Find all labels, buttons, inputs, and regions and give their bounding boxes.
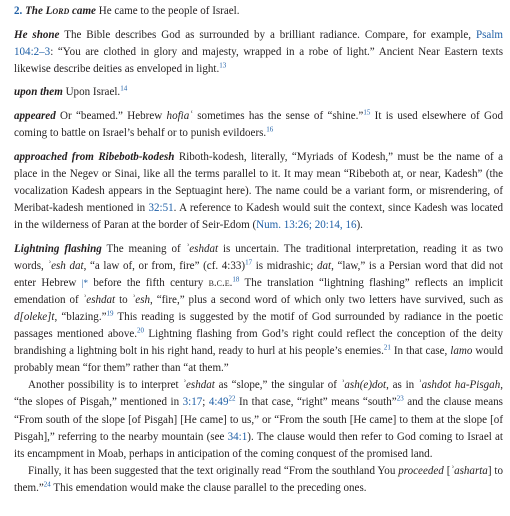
hebrew-term: d[oleke]t (14, 311, 55, 323)
scripture-link[interactable]: Psalm 104:2–3 (14, 28, 503, 58)
entry-text: [ (443, 464, 451, 477)
entry-text: The Bible describes God as surrounded by a brilliant radiance. Compare, for example, (59, 28, 476, 41)
scripture-link[interactable]: Num. 13:26; 20:14, 16 (256, 219, 357, 232)
entry-text: The meaning of (101, 242, 186, 255)
entry-text: ). The clause would then refer to God coming to Israel at its encampment in Moab, perhaps in anticipation of the coming conquest of the promised land. (14, 430, 503, 460)
entry-upon-them (14, 84, 503, 101)
entry-text: is midrashic; (252, 259, 317, 272)
hebrew-term: lamo (450, 345, 473, 358)
footnote-marker[interactable]: 13 (219, 61, 227, 70)
entry-he-shone (14, 27, 503, 78)
entry-text: before the fifth century (88, 276, 209, 289)
entry-text: In that case, (390, 345, 451, 358)
lemma: approached from Ribebotb-kodesh (14, 150, 175, 163)
lemma: Lightning flashing (14, 242, 102, 255)
entry-text: It is used elsewhere of God coming to battle on Israel’s behalf or to punish evildoers. (14, 109, 504, 140)
footnote-marker[interactable]: 23 (396, 394, 404, 403)
entry-text: Or “beamed.” Hebrew (55, 109, 167, 122)
entry-text: In that case, “right” means “south” (235, 396, 397, 409)
entry-text: The translation “lightning flashing” reflects an implicit emendation of (14, 276, 503, 306)
hebrew-term: hofiaʿ (166, 109, 193, 122)
lemma-part: The (25, 5, 46, 17)
lemma-part: came (69, 5, 96, 17)
footnote-marker[interactable]: 16 (266, 125, 274, 134)
hebrew-term: dat (316, 259, 332, 272)
entry-text: to (115, 293, 132, 306)
entry-text: This emendation would make the clause parallel to the preceding ones. (50, 481, 367, 494)
entry-text: Lightning flashing from God’s right could reflect the conception of the deity brandishing a lightning bolt in his right hand, ready to hurl at his people’s enemies. (14, 328, 504, 358)
lemma (25, 5, 96, 17)
entry-text: ). (356, 219, 363, 232)
hebrew-term: ʾesh (131, 293, 151, 306)
entry-appeared (14, 108, 503, 142)
scripture-link[interactable]: 4:49 (208, 396, 229, 409)
footnote-marker[interactable]: 21 (383, 343, 391, 352)
entry-text: . A reference to Kadesh would suit the context, since Kadesh was located in the wilderness of Paran at the border of Seir-Edom ( (14, 201, 503, 232)
footnote-marker[interactable]: 19 (106, 309, 114, 318)
hebrew-term: ʾesh dat (47, 259, 84, 272)
footnote-marker[interactable]: 24 (43, 480, 51, 489)
marker-icon[interactable]: |* (81, 277, 89, 288)
hebrew-term: ʾashdot ha-Pisgah (417, 379, 501, 392)
entry-text: and the clause means “From south of the slope [of Pisgah] [He came] to us,” or “From the south [He came] to them at the slope [of Pisgah],” referring to the nearby mountain (see (14, 396, 503, 443)
era-abbreviation: b.c.e. (208, 276, 233, 289)
entry-text: is uncertain. The traditional interpretation, reading it as two words, (14, 242, 504, 272)
hebrew-term: ʾeshdat (82, 293, 116, 306)
footnote-marker[interactable]: 14 (120, 84, 128, 93)
entry-text: This reading is suggested by the motif of God surrounded by radiance in the poetic passages mentioned above. (14, 311, 503, 341)
entry-text: : “You are clothed in glory and majesty, wrapped in a robe of light.” Ancient Near Eastern texts likewise describe deities as enveloped in light. (14, 45, 503, 75)
entry-text: , “the slopes of Pisgah,” mentioned in (14, 379, 503, 409)
hebrew-term: ʾash(e)dot (340, 379, 387, 392)
entry-lightning-flashing (14, 241, 503, 378)
entry-text: Riboth-kodesh, literally, “Myriads of Kodesh,” must be the name of a place in the Negev or Sinai, like all the terms parallel to it. It may mean “Ribeboth at, or near, Kadesh” (the vocalization Kadesh appears in the Septuagint here). The name could be a variant form, or misrendering, of Meribat-kadesh mentioned in (14, 150, 503, 214)
divine-name: Lord (45, 5, 70, 17)
hebrew-term: ʾeshdat (185, 242, 219, 255)
entry-text: ] to them.” (14, 464, 503, 494)
entry-text: Another possibility is to interpret (28, 379, 183, 392)
entry-text: , “fire,” plus a second word of which only two letters have survived, such as (150, 293, 503, 306)
lemma: He shone (14, 28, 60, 41)
hebrew-term: ʾasharta (450, 464, 488, 477)
lemma: appeared (14, 109, 56, 122)
entry-text: He came to the people of Israel. (95, 5, 240, 17)
entry-text: , “a law of, or from, fire” (cf. 4:33) (83, 259, 246, 272)
entry-text: Upon Israel. (62, 86, 121, 99)
scripture-link[interactable]: 34:1 (227, 430, 248, 443)
footnote-marker[interactable]: 15 (363, 108, 371, 117)
entry-text: Finally, it has been suggested that the text originally read “From the southland You (28, 464, 399, 477)
entry-text: sometimes has the sense of “shine.” (192, 109, 364, 122)
scripture-link[interactable]: 32:51 (148, 201, 174, 214)
entry-text: as “slope,” the singular of (214, 379, 341, 392)
entry-another-possibility (14, 377, 503, 462)
entry-text: , “law,” is a Persian word that did not enter Hebrew (14, 259, 503, 289)
lemma: upon them (14, 86, 63, 99)
footnote-marker[interactable]: 18 (232, 275, 240, 284)
verse-number: 2. (14, 5, 23, 17)
entry-2 (14, 3, 503, 20)
entry-approached (14, 149, 503, 234)
entry-text: would probably mean “for them” rather than “at them.” (14, 345, 503, 375)
footnote-marker[interactable]: 20 (137, 326, 145, 335)
entry-text: , “blazing.” (54, 311, 107, 323)
hebrew-term: proceeded (398, 464, 444, 477)
entry-text: , as in (386, 379, 418, 392)
scripture-link[interactable]: 3:17 (182, 396, 203, 409)
entry-text: ; (202, 396, 209, 409)
entry-finally (14, 463, 503, 497)
footnote-marker[interactable]: 22 (228, 394, 236, 403)
footnote-marker[interactable]: 17 (245, 258, 253, 267)
hebrew-term: ʾeshdat (182, 379, 215, 392)
